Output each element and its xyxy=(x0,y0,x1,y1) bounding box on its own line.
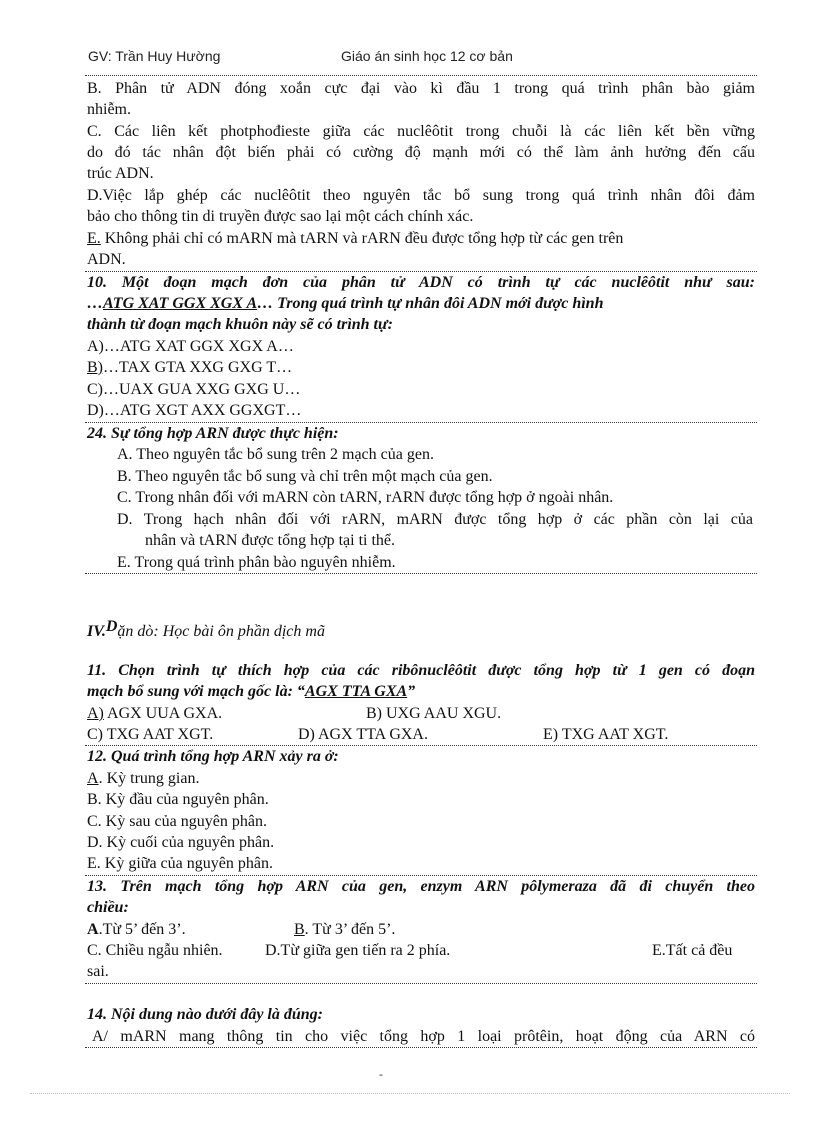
option-d-line1: D.Việc lắp ghép các nuclêôtit theo nguyên tắc bổ sung trong quá trình nhân đôi đảm xyxy=(87,187,755,204)
q12-title: 12. Quá trình tổng hợp ARN xảy ra ở: xyxy=(87,748,339,765)
q12-option-c: C. Kỳ sau của nguyên phân. xyxy=(87,813,267,830)
page-bottom-divider xyxy=(30,1093,790,1094)
option-b-line1: B. Phân tử ADN đóng xoắn cực đại vào kì đầu 1 trong quá trình phân bào giảm xyxy=(87,80,755,97)
q11-sequence: AGX TTA GXA xyxy=(304,683,408,700)
option-e-text: Không phải chỉ có mARN mà tARN và rARN đều được tổng hợp từ các gen trên xyxy=(100,230,624,247)
q11-prefix: mạch bổ sung với mạch gốc là: “ xyxy=(87,683,305,700)
q10-title-line3: thành từ đoạn mạch khuôn này sẽ có trình tự: xyxy=(87,316,393,333)
q11-title-line1: 11. Chọn trình tự thích hợp của các ribônuclêôtit được tổng hợp từ 1 gen có đoạn xyxy=(87,662,755,679)
q24-option-d-line2: nhân và tARN được tổng hợp tại ti thể. xyxy=(145,532,395,549)
q13-option-b-text: . Từ 3’ đến 5’. xyxy=(304,921,396,938)
page-mark: - xyxy=(379,1067,383,1081)
q11-option-c: C) TXG AAT XGT. xyxy=(87,726,214,743)
q11-option-a-text: AGX UUA GXA. xyxy=(103,705,223,722)
q13-option-a-text: .Từ 5’ đến 3’. xyxy=(98,921,186,938)
q10-option-c: C)…UAX GUA XXG GXG U… xyxy=(87,381,301,398)
q13-option-a-letter: A xyxy=(87,921,99,938)
q13-option-d: D.Từ giữa gen tiến ra 2 phía. xyxy=(265,942,451,959)
answer-letter: A xyxy=(87,770,99,787)
q10-option-b xyxy=(87,357,755,378)
divider xyxy=(85,1047,757,1048)
divider xyxy=(85,573,757,574)
q13-title-line2: chiều: xyxy=(87,899,129,916)
answer-letter: E. xyxy=(87,230,101,247)
q24-option-d-line1: D. Trong hạch nhân đối với rARN, mARN được tổng hợp ở các phần còn lại của xyxy=(117,511,753,528)
q24-option-b: B. Theo nguyên tắc bổ sung và chỉ trên một mạch của gen. xyxy=(117,468,493,485)
answer-letter: B xyxy=(294,921,305,938)
header-teacher: GV: Trần Huy Hường xyxy=(88,48,221,64)
q24-option-a: A. Theo nguyên tắc bổ sung trên 2 mạch của gen. xyxy=(117,446,434,463)
option-c-line1: C. Các liên kết photphođieste giữa các nuclêôtit trong chuỗi là các liên kết bền vững xyxy=(87,123,755,140)
q24-title: 24. Sự tổng hợp ARN được thực hiện: xyxy=(87,425,339,442)
q13-option-e-line1: E.Tất cả đều xyxy=(652,942,733,959)
q24-option-c: C. Trong nhân đối với mARN còn tARN, rARN được tổng hợp ở ngoài nhân. xyxy=(117,489,614,506)
q10-option-d: D)…ATG XGT AXX GGXGT… xyxy=(87,402,302,419)
q11-suffix: ” xyxy=(407,683,416,700)
option-e-line2: ADN. xyxy=(87,251,126,268)
q10-ellipsis: … xyxy=(87,295,103,312)
answer-letter: A) xyxy=(87,705,104,722)
q10-title-rest: … Trong quá trình tự nhân đôi ADN mới được hình xyxy=(257,295,604,312)
q14-option-a-line1: A/ mARN mang thông tin cho việc tổng hợp 1 loại prôtêin, hoạt động của ARN có xyxy=(92,1028,755,1045)
q12-option-e: E. Kỳ giữa của nguyên phân. xyxy=(87,855,273,872)
q10-sequence: ATG XAT GGX XGX A xyxy=(103,295,258,312)
q12-option-b: B. Kỳ đầu của nguyên phân. xyxy=(87,791,269,808)
q24-option-e: E. Trong quá trình phân bào nguyên nhiễm. xyxy=(117,554,396,571)
q10-title-line2 xyxy=(87,293,755,314)
divider xyxy=(85,75,757,76)
option-c-line3: trúc ADN. xyxy=(87,165,154,182)
q11-option-e: E) TXG AAT XGT. xyxy=(543,726,669,743)
q14-title: 14. Nội dung nào dưới đây là đúng: xyxy=(87,1006,323,1023)
q13-option-c: C. Chiều ngẫu nhiên. xyxy=(87,942,223,959)
section-roman: IV. xyxy=(87,623,106,640)
q11-title-line2 xyxy=(87,681,755,702)
divider xyxy=(85,983,757,984)
option-c-line2: do đó tác nhân đột biến phải có cường độ mạnh mới có thể làm ảnh hưởng đến cấu xyxy=(87,144,755,161)
section-text: ặn dò: Học bài ôn phần dịch mã xyxy=(117,623,325,640)
option-e-line1 xyxy=(87,228,755,249)
q13-option-b xyxy=(294,919,395,940)
q11-option-b: B) UXG AAU XGU. xyxy=(366,705,502,722)
section-heading xyxy=(87,618,755,642)
option-b-line2: nhiễm. xyxy=(87,101,131,118)
header-subject: Giáo án sinh học 12 cơ bản xyxy=(341,48,513,64)
q13-option-e-line2: sai. xyxy=(87,963,109,980)
q11-option-d: D) AGX TTA GXA. xyxy=(298,726,428,743)
option-d-line2: bảo cho thông tin di truyền được sao lại một cách chính xác. xyxy=(87,208,474,225)
section-d: D xyxy=(105,618,118,635)
q13-option-a xyxy=(87,919,186,940)
q12-option-a-text: . Kỳ trung gian. xyxy=(98,770,200,787)
q10-option-a: A)…ATG XAT GGX XGX A… xyxy=(87,338,294,355)
q12-option-a xyxy=(87,768,755,789)
q12-option-d: D. Kỳ cuối của nguyên phân. xyxy=(87,834,275,851)
q13-title-line1: 13. Trên mạch tổng hợp ARN của gen, enzym ARN pôlymeraza đã đi chuyển theo xyxy=(87,878,755,895)
q10-option-b-text: …TAX GTA XXG GXG T… xyxy=(103,359,293,376)
q10-title-line1: 10. Một đoạn mạch đơn của phân tử ADN có trình tự các nuclêôtit như sau: xyxy=(87,274,755,291)
answer-letter: B) xyxy=(87,359,103,376)
